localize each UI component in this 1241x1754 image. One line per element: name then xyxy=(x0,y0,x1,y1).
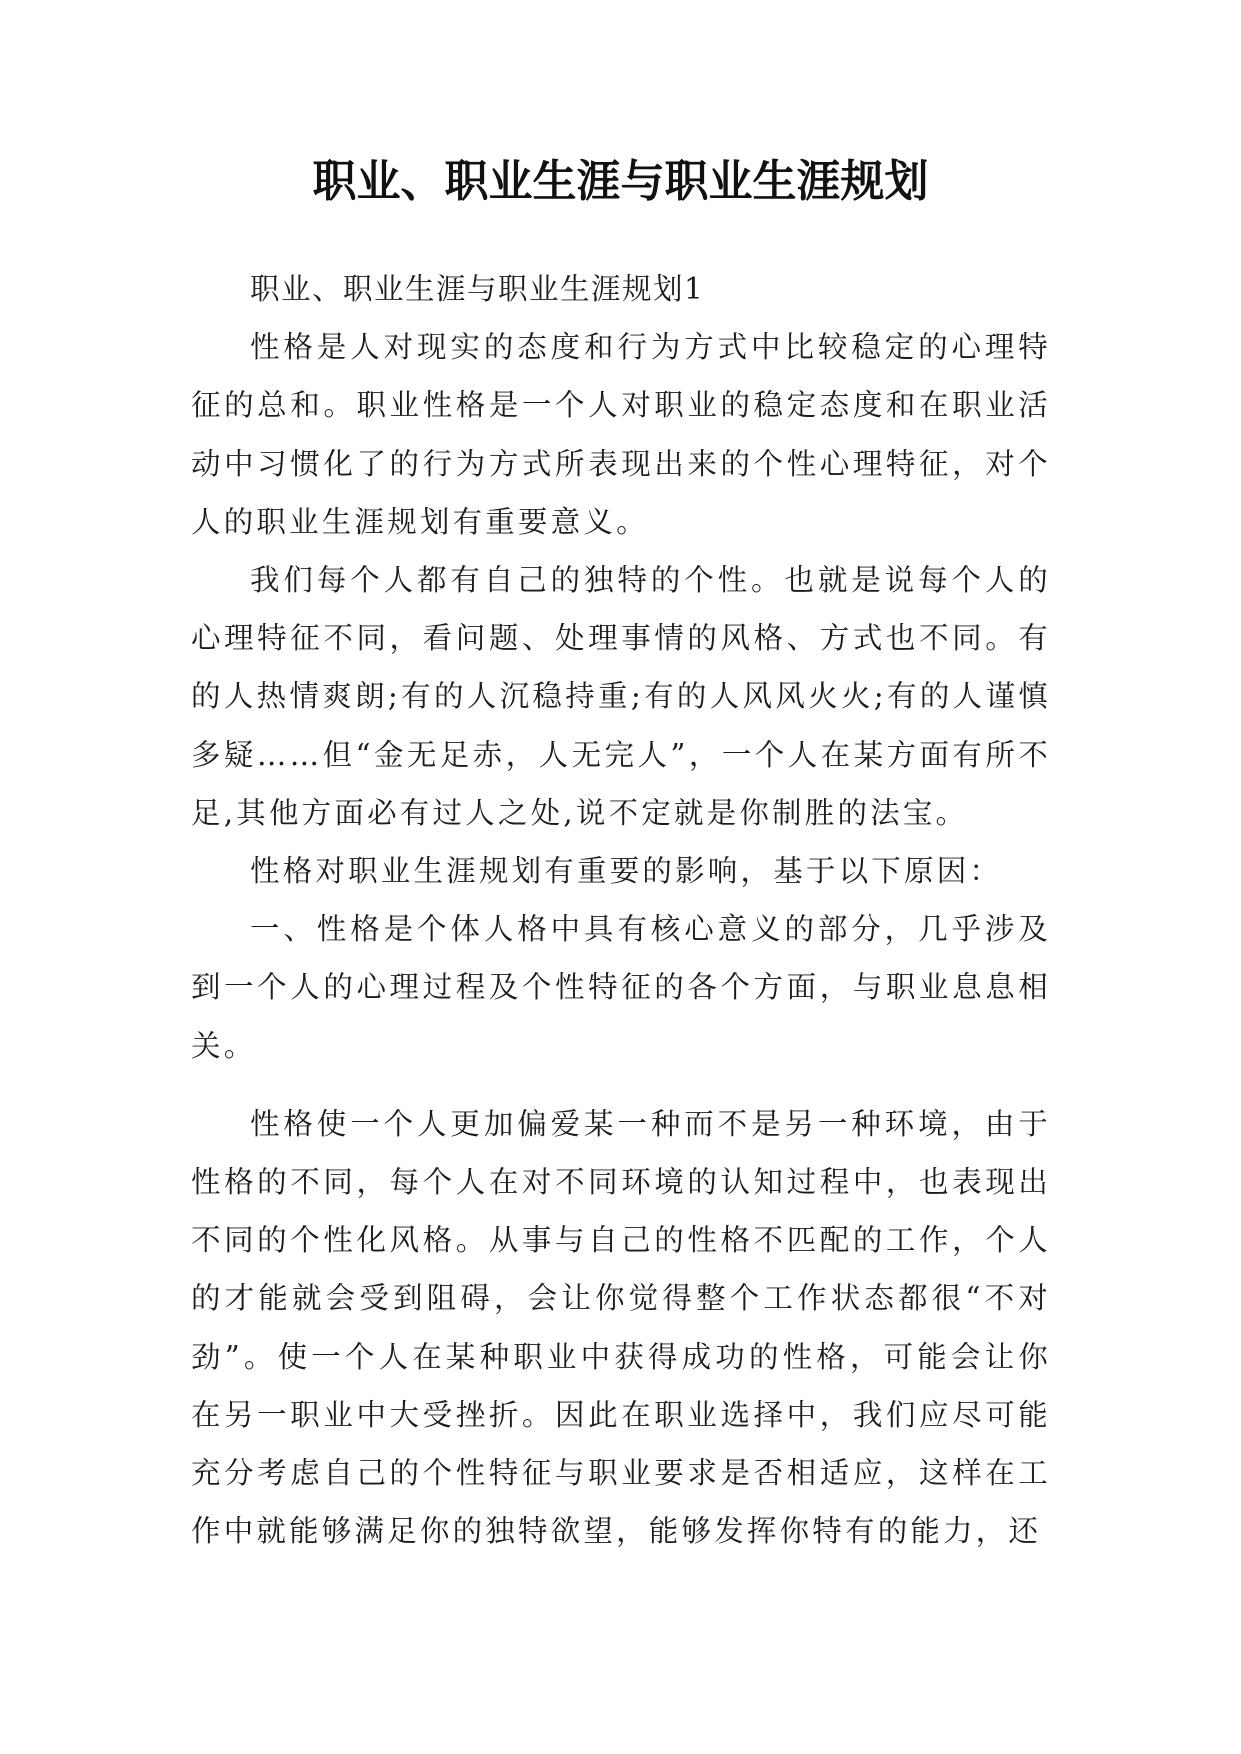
document-body xyxy=(191,260,1051,1560)
paragraph-2: 我们每个人都有自己的独特的个性。也就是说每个人的心理特征不同，看问题、处理事情的风格、方式也不同。有的人热情爽朗;有的人沉稳持重;有的人风风火火;有的人谨慎多疑……但“金无足赤，人无完人”，一个人在某方面有所不足,其他方面必有过人之处,说不定就是你制胜的法宝。 xyxy=(191,563,1051,830)
paragraph-1: 性格是人对现实的态度和行为方式中比较稳定的心理特征的总和。职业性格是一个人对职业的稳定态度和在职业活动中习惯化了的行为方式所表现出来的个性心理特征，对个人的职业生涯规划有重要意义。 xyxy=(191,330,1051,539)
section-heading: 职业、职业生涯与职业生涯规划1 xyxy=(250,272,705,306)
paragraph-5: 性格使一个人更加偏爱某一种而不是另一种环境，由于性格的不同，每个人在对不同环境的认知过程中，也表现出不同的个性化风格。从事与自己的性格不匹配的工作，个人的才能就会受到阻碍，会让你觉得整个工作状态都很“不对劲”。使一个人在某种职业中获得成功的性格，可能会让你在另一职业中大受挫折。因此在职业选择中，我们应尽可能充分考虑自己的个性特征与职业要求是否相适应，这样在工作中就能够满足你的独特欲望，能够发挥你特有的能力，还 xyxy=(191,1106,1051,1549)
document-title: 职业、职业生涯与职业生涯规划 xyxy=(312,156,929,207)
paragraph-4: 一、性格是个体人格中具有核心意义的部分，几乎涉及到一个人的心理过程及个性特征的各个方面，与职业息息相关。 xyxy=(191,912,1051,1063)
paragraph-3: 性格对职业生涯规划有重要的影响，基于以下原因： xyxy=(250,854,1003,889)
